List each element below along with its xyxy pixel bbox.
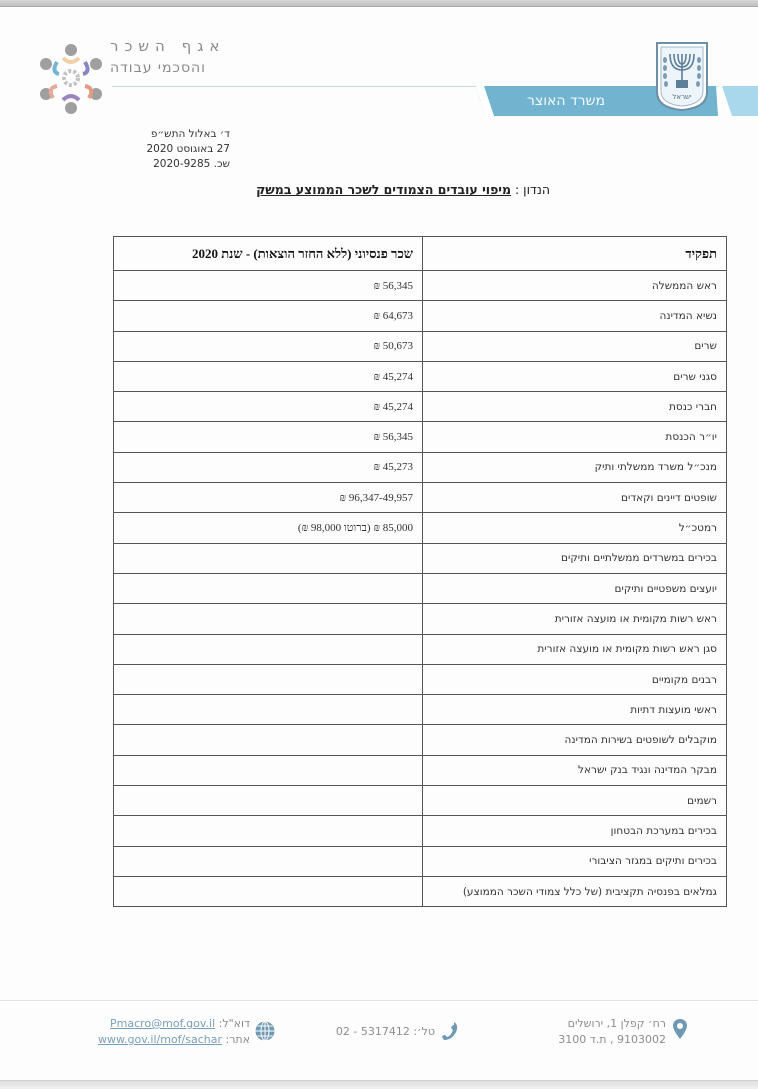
table-row <box>114 513 727 543</box>
footer-phone <box>330 1024 435 1040</box>
table-row <box>114 755 727 785</box>
role-cell: ראש רשות מקומית או מועצה אזורית <box>423 604 727 634</box>
subject-title: מיפוי עובדים הצמודים לשכר הממוצע במשק <box>256 182 512 197</box>
location-pin-icon <box>672 1018 688 1040</box>
role-cell: סגן ראש רשות מקומית או מועצה אזורית <box>423 634 727 664</box>
table-row <box>114 392 727 422</box>
footer-divider <box>0 1000 758 1001</box>
role-cell: רבנים מקומיים <box>423 664 727 694</box>
table-row <box>114 301 727 331</box>
pension-cell <box>114 695 423 725</box>
role-cell: שופטים דיינים וקאדים <box>423 483 727 513</box>
table-row <box>114 422 727 452</box>
pension-cell <box>114 786 423 816</box>
globe-icon <box>254 1020 276 1042</box>
letter-date-block <box>120 127 230 172</box>
table-row <box>114 483 727 513</box>
pension-cell <box>114 725 423 755</box>
department-title <box>110 37 230 76</box>
window-bottom-edge <box>0 1080 758 1089</box>
table-row <box>114 543 727 573</box>
pension-cell: 85,000 ₪ (ברוטו 98,000 ₪) <box>114 513 423 543</box>
pension-cell: 45,273 ₪ <box>114 452 423 482</box>
phone-number[interactable]: 02 - 5317412 <box>335 1025 410 1038</box>
site-label: אתר: <box>225 1033 250 1046</box>
column-header-pension: שכר פנסיוני (ללא החזר הוצאות) - שנת 2020 <box>114 237 423 271</box>
role-cell: מבקר המדינה ונגיד בנק ישראל <box>423 755 727 785</box>
pension-cell <box>114 846 423 876</box>
role-cell: רמטכ״ל <box>423 513 727 543</box>
table-row <box>114 876 727 906</box>
role-cell: מנכ״ל משרד ממשלתי ותיק <box>423 452 727 482</box>
footer-web <box>60 1016 250 1048</box>
department-name-line1: אגף השכר <box>110 37 226 55</box>
pension-cell <box>114 634 423 664</box>
role-cell: רשמים <box>423 786 727 816</box>
ministry-name: משרד האוצר <box>527 93 605 109</box>
table-row <box>114 725 727 755</box>
state-emblem-icon <box>654 40 710 112</box>
role-cell: יו״ר הכנסת <box>423 422 727 452</box>
pension-cell <box>114 573 423 603</box>
pension-cell <box>114 816 423 846</box>
table-row <box>114 271 727 301</box>
table-row <box>114 664 727 694</box>
role-cell: בכירים במערכת הבטחון <box>423 816 727 846</box>
pension-cell <box>114 876 423 906</box>
table-row <box>114 634 727 664</box>
window-top-edge <box>0 0 758 7</box>
role-cell: בכירים במשרדים ממשלתיים ותיקים <box>423 543 727 573</box>
table-row <box>114 573 727 603</box>
pension-cell: 56,345 ₪ <box>114 422 423 452</box>
table-row <box>114 695 727 725</box>
role-cell: יועצים משפטיים ותיקים <box>423 573 727 603</box>
table-row <box>114 361 727 391</box>
table-row <box>114 452 727 482</box>
role-cell: חברי כנסת <box>423 392 727 422</box>
pension-cell: 50,673 ₪ <box>114 331 423 361</box>
role-cell: ראש הממשלה <box>423 271 727 301</box>
email-link[interactable]: Pmacro@mof.gov.il <box>109 1017 216 1030</box>
role-cell: גמלאים בפנסיה תקציבית (של כלל צמודי השכר הממוצע) <box>423 876 727 906</box>
table-header-row <box>114 237 727 271</box>
role-cell: ראשי מועצות דתיות <box>423 695 727 725</box>
role-cell: בכירים ותיקים במגזר הציבורי <box>423 846 727 876</box>
svg-text:ישראל: ישראל <box>672 93 692 101</box>
table-row <box>114 846 727 876</box>
pension-cell: 64,673 ₪ <box>114 301 423 331</box>
pension-cell <box>114 543 423 573</box>
column-header-role: תפקיד <box>423 237 727 271</box>
website-link[interactable]: www.gov.il/mof/sachar <box>98 1033 222 1046</box>
address-line1: רח׳ קפלן 1, ירושלים <box>567 1017 666 1030</box>
table-row <box>114 331 727 361</box>
table-row <box>114 786 727 816</box>
pension-cell: 45,274 ₪ <box>114 361 423 391</box>
pension-cell: 96,347-49,957 ₪ <box>114 483 423 513</box>
footer-address <box>548 1016 666 1048</box>
reference-number: שכ. 2020-9285 <box>153 158 230 170</box>
pension-cell <box>114 664 423 694</box>
phone-label: טל׳: <box>413 1025 435 1038</box>
pension-cell <box>114 604 423 634</box>
letter-subject <box>200 182 550 197</box>
hebrew-date: ד׳ באלול התש״פ <box>150 128 230 140</box>
subject-prefix: הנדון : <box>515 182 550 197</box>
pension-cell: 56,345 ₪ <box>114 271 423 301</box>
address-line2: 9103002 , ת.ד 3100 <box>558 1033 666 1046</box>
department-name-line2: והסכמי עבודה <box>110 60 206 76</box>
email-label: דוא"ל: <box>218 1017 250 1030</box>
role-cell: סגני שרים <box>423 361 727 391</box>
table-row <box>114 816 727 846</box>
pension-cell <box>114 755 423 785</box>
table-row <box>114 604 727 634</box>
role-cell: שרים <box>423 331 727 361</box>
role-cell: מוקבלים לשופטים בשירות המדינה <box>423 725 727 755</box>
gregorian-date: 27 באוגוסט 2020 <box>146 143 230 155</box>
wage-department-logo-icon <box>37 42 105 114</box>
phone-icon <box>438 1020 460 1042</box>
pension-cell: 45,274 ₪ <box>114 392 423 422</box>
pension-salary-table <box>113 236 727 907</box>
role-cell: נשיא המדינה <box>423 301 727 331</box>
